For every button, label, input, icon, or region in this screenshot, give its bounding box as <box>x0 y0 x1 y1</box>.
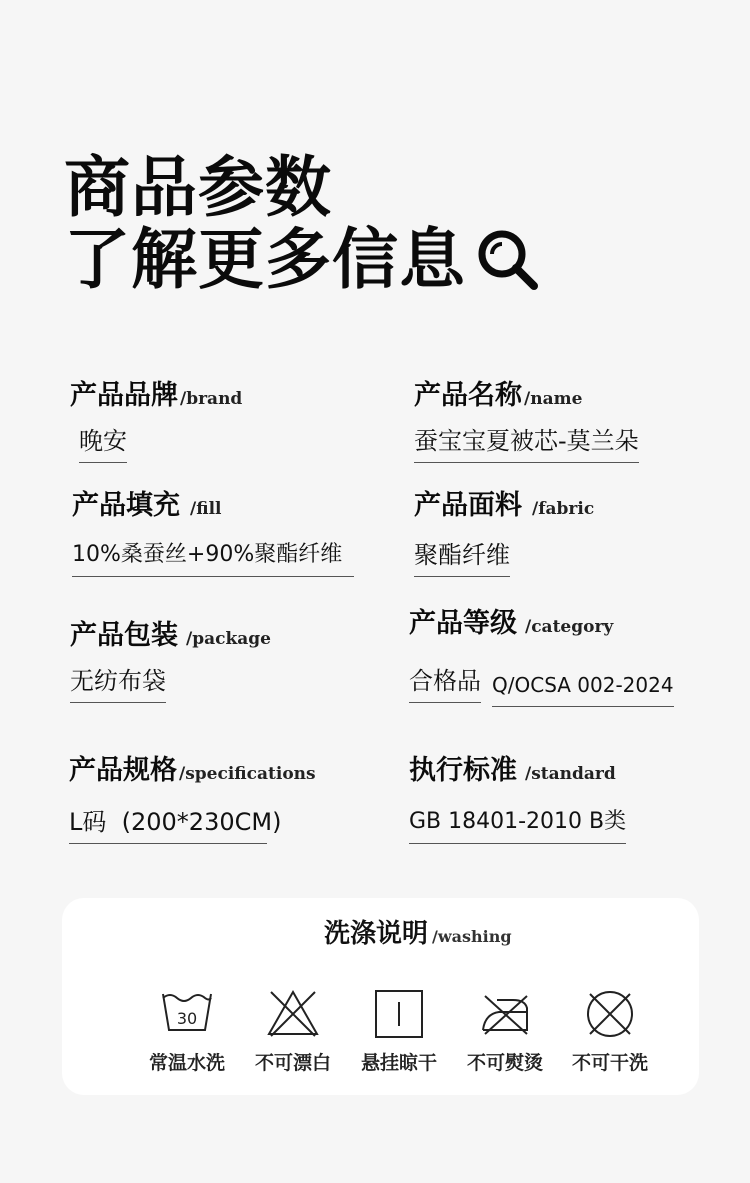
no-dry-clean-icon <box>582 986 638 1042</box>
specifications-label: 产品规格 <box>69 755 177 786</box>
wash-label-normal: 常温水洗 <box>148 1052 225 1074</box>
title-line-2: 了解更多信息 <box>64 221 466 298</box>
brand-label: 产品品牌 <box>70 380 178 411</box>
hang-dry-icon <box>371 986 427 1042</box>
category-label: 产品等级 <box>409 608 517 639</box>
standard-value: GB 18401-2010 B类 <box>409 807 626 844</box>
no-bleach-icon <box>265 986 321 1042</box>
param-standard <box>409 755 627 834</box>
param-category <box>409 608 674 697</box>
washing-title-en: /washing <box>432 927 512 946</box>
category-value: 合格品 <box>409 666 481 703</box>
fill-label-en: /fill <box>190 499 222 519</box>
washing-title <box>324 918 512 953</box>
wash-30-icon <box>159 986 215 1042</box>
specifications-label-en: /specifications <box>179 764 316 784</box>
fabric-label: 产品面料 <box>414 490 522 521</box>
wash-label-no-iron: 不可熨烫 <box>466 1052 543 1074</box>
wash-item-hang-dry <box>346 986 452 1075</box>
wash-label-hang-dry: 悬挂晾干 <box>360 1052 437 1074</box>
name-label: 产品名称 <box>414 380 522 411</box>
package-label: 产品包装 <box>70 620 178 651</box>
package-label-en: /package <box>186 629 271 649</box>
no-iron-icon <box>477 986 533 1042</box>
wash-label-no-bleach: 不可漂白 <box>254 1052 331 1074</box>
standard-label: 执行标准 <box>409 755 517 786</box>
standard-label-en: /standard <box>525 764 616 784</box>
fabric-label-en: /fabric <box>532 499 595 519</box>
brand-label-en: /brand <box>180 389 243 409</box>
wash-item-normal <box>134 986 240 1075</box>
wash-item-no-iron <box>452 986 558 1075</box>
specifications-value: L码 (200*230CM) <box>69 807 267 844</box>
wash-item-no-dry-clean <box>557 986 663 1075</box>
page-title <box>64 149 466 298</box>
name-value: 蚕宝宝夏被芯-莫兰朵 <box>414 426 639 463</box>
param-fabric <box>414 490 595 569</box>
wash-item-no-bleach <box>240 986 346 1075</box>
wash-30-number: 30 <box>176 1009 198 1028</box>
washing-card <box>62 898 699 1095</box>
param-specifications <box>69 755 316 836</box>
fill-label: 产品填充 <box>72 490 180 521</box>
param-package <box>70 620 271 695</box>
wash-label-no-dry-clean: 不可干洗 <box>571 1052 648 1074</box>
brand-value: 晚安 <box>79 426 127 463</box>
package-value: 无纺布袋 <box>70 666 166 703</box>
title-line-1: 商品参数 <box>64 149 332 226</box>
fill-value: 10%桑蚕丝+90%聚酯纤维 <box>72 540 354 577</box>
category-label-en: /category <box>525 617 614 637</box>
param-name <box>414 380 639 455</box>
param-fill <box>72 490 343 567</box>
param-brand <box>70 380 243 455</box>
name-label-en: /name <box>524 389 583 409</box>
search-icon <box>474 226 540 292</box>
category-standard-code: Q/OCSA 002-2024 <box>492 670 674 707</box>
washing-title-text: 洗涤说明 <box>324 919 429 949</box>
fabric-value: 聚酯纤维 <box>414 540 510 577</box>
